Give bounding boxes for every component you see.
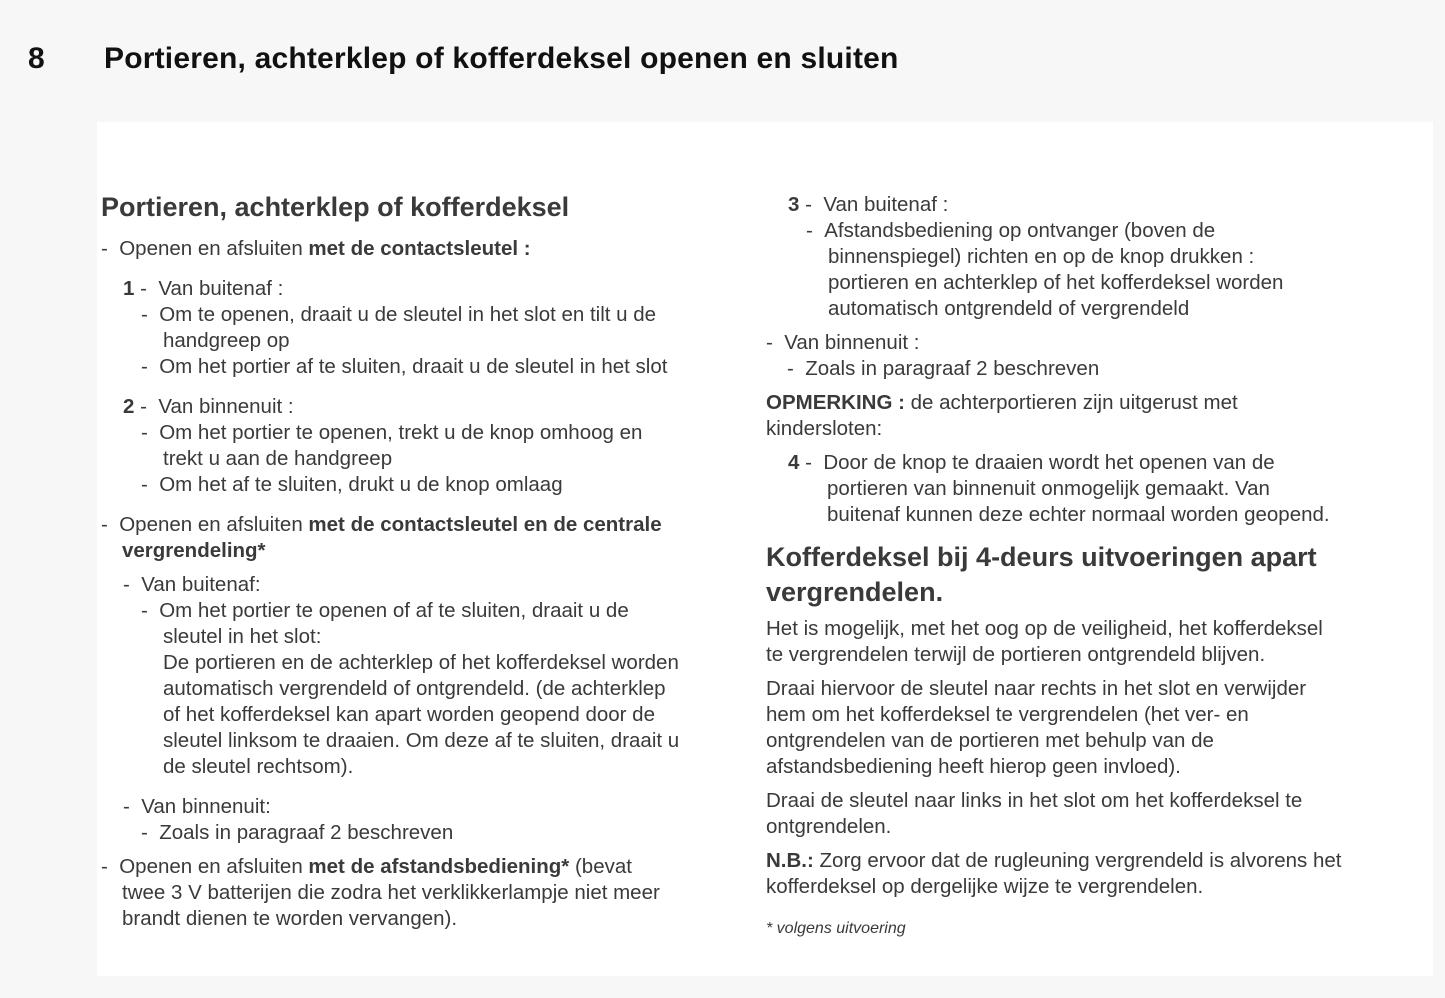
note-cont: kindersloten: — [766, 417, 883, 440]
dash-marker: - — [101, 237, 120, 260]
heading-line: Kofferdeksel bij 4-deurs uitvoeringen apart — [766, 542, 1317, 572]
sub-outside-line-3: automatisch vergrendeld of ontgrendeld. (de achterklep — [163, 677, 666, 700]
item-3-line-3: automatisch ontgrendeld of vergrendeld — [828, 297, 1190, 320]
section-heading: Portieren, achterklep of kofferdeksel — [101, 192, 570, 222]
sub-outside-line-0: - Om het portier te openen of af te sluiten, draait u de — [141, 599, 629, 622]
point-text: Om het portier te openen, trekt u de knop omhoog en — [159, 421, 643, 444]
paragraph-line: hem om het kofferdeksel te vergrendelen (het ver- en — [766, 703, 1249, 726]
section-3-line-2: twee 3 V batterijen die zodra het verklikkerlampje niet meer — [122, 881, 660, 904]
item-number: 1 — [123, 277, 135, 300]
paragraph-3 — [766, 788, 1406, 840]
intro-text: Openen en afsluiten — [119, 237, 309, 260]
intro-bold: met de contactsleutel en de centrale — [308, 513, 662, 536]
item-2-point-b: - Om het af te sluiten, drukt u de knop omlaag — [141, 473, 563, 496]
point-text: Om het portier te openen of af te sluiten, draait u de — [159, 599, 629, 622]
item-1-point-a: - Om te openen, draait u de sleutel in het slot en tilt u de — [141, 303, 657, 326]
nb-label: N.B.: — [766, 849, 814, 872]
point-text: Zoals in paragraaf 2 beschreven — [159, 821, 454, 844]
page-header — [0, 0, 1445, 120]
heading-line: vergrendelen. — [766, 577, 944, 607]
sub-outside: - Van buitenaf: — [123, 573, 261, 596]
item-title: Van binnenuit : — [158, 395, 294, 418]
item-4-line-2: buitenaf kunnen deze echter normaal worden geopend. — [827, 503, 1330, 526]
point-text: Om het portier af te sluiten, draait u de sleutel in het slot — [159, 355, 668, 378]
left-column — [101, 190, 741, 932]
sub-title: Van binnenuit: — [141, 795, 271, 818]
section-1-intro — [101, 236, 741, 262]
item-2-point-a-cont: trekt u aan de handgreep — [163, 447, 393, 470]
point-text: Om het af te sluiten, drukt u de knop omlaag — [159, 473, 563, 496]
point-text: Door de knop te draaien wordt het openen van de — [823, 451, 1275, 474]
right-column — [766, 192, 1406, 940]
point-text: Om te openen, draait u de sleutel in het slot en tilt u de — [159, 303, 657, 326]
footnote: * volgens uitvoering — [766, 920, 906, 937]
section-3-line-3: brandt dienen te worden vervangen). — [122, 907, 458, 930]
nb-text-cont: kofferdeksel op dergelijke wijze te vergrendelen. — [766, 875, 1204, 898]
nb-note — [766, 848, 1406, 900]
section-2-intro: - Openen en afsluiten met de contactsleutel en de centrale — [101, 513, 662, 536]
item-number: 3 — [788, 193, 800, 216]
paragraph-line: ontgrendelen. — [766, 815, 892, 838]
intro-bold: met de afstandsbediening* — [308, 855, 570, 878]
sub-title: Van buitenaf: — [141, 573, 261, 596]
point-text: Zoals in paragraaf 2 beschreven — [805, 357, 1100, 380]
item-2-point-a: - Om het portier te openen, trekt u de knop omhoog en — [141, 421, 643, 444]
paragraph-line: Draai de sleutel naar links in het slot om het kofferdeksel te — [766, 789, 1303, 812]
page-title: Portieren, achterklep of kofferdeksel openen en sluiten — [104, 42, 899, 75]
inside-title: - Van binnenuit : — [766, 331, 920, 354]
item-3: 3 - Van buitenaf : — [788, 193, 949, 216]
page-number: 8 — [28, 42, 45, 75]
section-2-intro-cont: vergrendeling* — [122, 539, 266, 562]
paragraph-1 — [766, 616, 1406, 668]
sub-outside-line-6: de sleutel rechtsom). — [163, 755, 354, 778]
intro-text: Openen en afsluiten — [119, 855, 309, 878]
intro-text: Openen en afsluiten — [119, 513, 309, 536]
sub-outside-line-5: sleutel linksom te draaien. Om deze af te sluiten, draait u — [163, 729, 680, 752]
item-4: 4 - Door de knop te draaien wordt het openen van de — [788, 451, 1275, 474]
intro-bold: met de contactsleutel : — [308, 237, 531, 260]
paragraph-line: Het is mogelijk, met het oog op de veiligheid, het kofferdeksel — [766, 617, 1323, 640]
paragraph-line: te vergrendelen terwijl de portieren ontgrendeld blijven. — [766, 643, 1266, 666]
note — [766, 390, 1406, 416]
sub-title: Van binnenuit : — [784, 331, 920, 354]
item-number: 4 — [788, 451, 800, 474]
sub-outside-line-1: sleutel in het slot: — [163, 625, 322, 648]
paragraph-line: ontgrendelen van de portieren met behulp van de — [766, 729, 1214, 752]
item-1-point-a-cont: handgreep op — [163, 329, 290, 352]
point-text: Afstandsbediening op ontvanger (boven de — [824, 219, 1216, 242]
sub-inside-point: - Zoals in paragraaf 2 beschreven — [141, 821, 454, 844]
item-2: 2 - Van binnenuit : — [123, 395, 294, 418]
item-4-line-1: portieren van binnenuit onmogelijk gemaakt. Van — [827, 477, 1270, 500]
item-number: 2 — [123, 395, 135, 418]
item-title: Van buitenaf : — [158, 277, 284, 300]
inside-point: - Zoals in paragraaf 2 beschreven — [787, 357, 1100, 380]
note-text: de achterportieren zijn uitgerust met — [904, 391, 1238, 414]
intro-suffix: (bevat — [569, 855, 632, 878]
nb-text: Zorg ervoor dat de rugleuning vergrendeld is alvorens het — [813, 849, 1342, 872]
paragraph-line: afstandsbediening heeft hierop geen invloed). — [766, 755, 1181, 778]
paragraph-line: Draai hiervoor de sleutel naar rechts in het slot en verwijder — [766, 677, 1307, 700]
item-title: Van buitenaf : — [823, 193, 949, 216]
item-3-line-1: binnenspiegel) richten en op de knop drukken : — [828, 245, 1255, 268]
subsection-heading — [766, 540, 1406, 610]
section-3-intro: - Openen en afsluiten met de afstandsbediening* (bevat — [101, 855, 632, 878]
paragraph-2 — [766, 676, 1406, 780]
sub-inside: - Van binnenuit: — [123, 795, 271, 818]
item-1-point-b: - Om het portier af te sluiten, draait u de sleutel in het slot — [141, 355, 668, 378]
note-label: OPMERKING : — [766, 391, 905, 414]
sub-outside-line-4: of het kofferdeksel kan apart worden geopend door de — [163, 703, 655, 726]
sub-outside-line-2: De portieren en de achterklep of het kofferdeksel worden — [163, 651, 679, 674]
item-3-line-2: portieren en achterklep of het kofferdeksel worden — [828, 271, 1284, 294]
item-1: 1 - Van buitenaf : — [123, 277, 284, 300]
item-3-line-0: - Afstandsbediening op ontvanger (boven de — [806, 219, 1216, 242]
